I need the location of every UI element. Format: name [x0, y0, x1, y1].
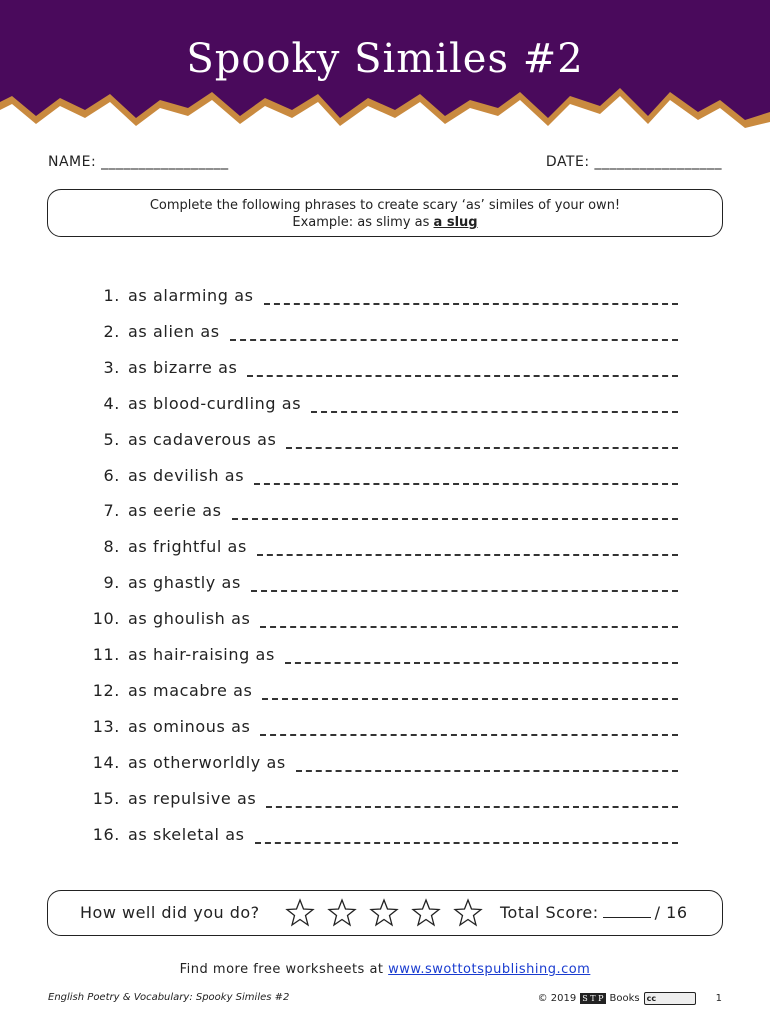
item-number: 3.: [103, 357, 120, 377]
answer-blank[interactable]: [260, 734, 678, 736]
copyright: © 2019: [537, 993, 577, 1004]
item-number: 10.: [92, 609, 120, 629]
item-phrase: as hair-raising as: [128, 645, 275, 664]
answer-blank[interactable]: [247, 375, 678, 377]
item-number: 2.: [103, 321, 120, 341]
item-number: 14.: [92, 752, 120, 772]
item-phrase: as bizarre as: [128, 357, 238, 377]
item-phrase: as ominous as: [128, 716, 251, 736]
item-phrase: as alarming as: [128, 286, 254, 305]
list-item: [0, 565, 770, 601]
item-phrase: as skeletal as: [128, 824, 245, 844]
more-worksheets: [0, 962, 770, 977]
more-text: Find more free worksheets at: [179, 962, 389, 977]
answer-blank[interactable]: [296, 770, 678, 772]
answer-blank[interactable]: [232, 518, 678, 520]
item-phrase: as ghastly as: [128, 573, 241, 593]
date-field[interactable]: DATE: _________________: [545, 154, 722, 170]
list-item: [0, 386, 770, 422]
item-number: 4.: [103, 393, 120, 413]
item-number: 13.: [92, 716, 120, 736]
answer-blank[interactable]: [251, 590, 678, 592]
list-item: [0, 709, 770, 745]
list-item: [0, 314, 770, 350]
answer-blank[interactable]: [230, 339, 678, 341]
item-number: 11.: [92, 645, 120, 664]
website-link[interactable]: www.swottotspublishing.com: [388, 962, 591, 977]
item-phrase: as repulsive as: [128, 788, 257, 808]
list-item: [0, 529, 770, 565]
list-item: [0, 637, 770, 673]
answer-blank[interactable]: [254, 483, 678, 485]
page-title: Spooky Similes #2: [186, 36, 584, 82]
cc-license-icon: [644, 992, 696, 1005]
star-icon[interactable]: [410, 897, 442, 929]
list-item: [0, 458, 770, 494]
books-label: Books: [609, 993, 640, 1004]
star-icon[interactable]: [326, 897, 358, 929]
answer-blank[interactable]: [264, 303, 678, 305]
score-blank[interactable]: [603, 917, 651, 918]
list-item: [0, 422, 770, 458]
item-number: 5.: [103, 429, 120, 449]
answer-blank[interactable]: [260, 626, 678, 628]
name-date-row: [48, 154, 722, 174]
list-item: [0, 278, 770, 314]
item-phrase: as eerie as: [128, 501, 222, 521]
cc-label: cc: [646, 994, 657, 1003]
item-phrase: as otherworldly as: [128, 752, 286, 772]
star-rating[interactable]: [284, 897, 494, 929]
stp-logo: S T P: [582, 994, 604, 1003]
item-number: 15.: [92, 788, 120, 808]
item-phrase: as ghoulish as: [128, 609, 251, 629]
answer-blank[interactable]: [257, 554, 678, 556]
answer-blank[interactable]: [286, 447, 678, 449]
item-phrase: as alien as: [128, 321, 220, 341]
answer-blank[interactable]: [285, 662, 678, 664]
instructions-box: [47, 189, 723, 237]
self-assessment-question: How well did you do?: [80, 903, 260, 922]
item-number: 6.: [103, 465, 120, 485]
list-item: [0, 350, 770, 386]
footer-title: English Poetry & Vocabulary: Spooky Similes #2: [48, 992, 290, 1003]
header-banner: [0, 0, 770, 140]
answer-blank[interactable]: [266, 806, 678, 808]
item-number: 16.: [92, 824, 120, 844]
example-line: [48, 214, 722, 231]
score-box: [47, 890, 723, 936]
example-answer: a slug: [433, 215, 478, 230]
item-number: 1.: [103, 286, 120, 305]
list-item: [0, 601, 770, 637]
list-item: [0, 745, 770, 781]
total-score-label: Total Score:: [500, 903, 599, 922]
item-number: 8.: [103, 537, 120, 557]
answer-blank[interactable]: [311, 411, 678, 413]
instructions-text: Complete the following phrases to create scary ‘as’ similes of your own!: [149, 198, 621, 213]
star-icon[interactable]: [368, 897, 400, 929]
list-item: [0, 817, 770, 853]
answer-blank[interactable]: [262, 698, 678, 700]
item-phrase: as devilish as: [128, 465, 245, 485]
item-number: 7.: [103, 501, 120, 521]
example-prefix: Example: as slimy as: [292, 215, 434, 230]
total-score: [500, 903, 688, 922]
star-icon[interactable]: [284, 897, 316, 929]
name-field[interactable]: NAME: _________________: [48, 154, 229, 170]
item-phrase: as frightful as: [128, 537, 247, 557]
footer: [48, 992, 722, 1008]
item-phrase: as cadaverous as: [128, 429, 277, 449]
page-number: 1: [715, 993, 722, 1004]
item-number: 9.: [103, 573, 120, 593]
list-item: [0, 493, 770, 529]
list-item: [0, 781, 770, 817]
list-item: [0, 673, 770, 709]
item-phrase: as macabre as: [128, 680, 253, 700]
star-icon[interactable]: [452, 897, 484, 929]
item-phrase: as blood-curdling as: [128, 393, 302, 413]
footer-right: [538, 992, 722, 1005]
score-out-of: / 16: [654, 903, 688, 922]
answer-blank[interactable]: [255, 842, 678, 844]
item-number: 12.: [92, 680, 120, 700]
